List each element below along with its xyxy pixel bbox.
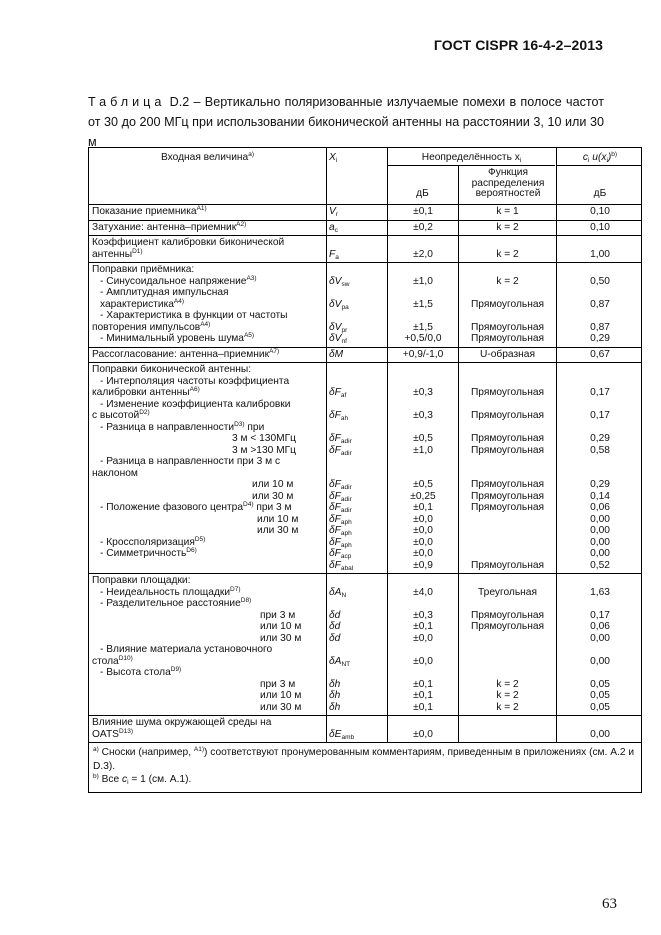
uncertainty-cell: ±0,3 (413, 410, 433, 421)
symbol-cell: $a_c$ (329, 221, 338, 234)
value-cell: 0,00 (590, 525, 610, 536)
symbol-cell: $\delta F_{aph}$ (329, 536, 352, 549)
value-cell: 1,63 (590, 586, 610, 598)
footnote-a: $^{a)}$ Сноски (например, $^{A1)}$) соответствуют пронумерованным комментариям, приведенным в приложениях (см. A.2 и D.3). (93, 746, 635, 772)
input-quantity-cell: калибровки антенны$^{A6)}$ (92, 386, 200, 398)
input-quantity-cell: - Положение фазового центра$^{D4)}$ при 3 м (100, 501, 292, 513)
uncertainty-cell: ±0,3 (413, 387, 433, 398)
distribution-cell: Прямоугольная (470, 298, 545, 310)
header-xi: $X_i$ (329, 152, 338, 164)
input-quantity-cell: - Кроссполяризация$^{D5)}$ (100, 535, 206, 548)
input-quantity-cell: - Разница в направленности$^{D3)}$ при (100, 420, 265, 433)
input-quantity-cell: - Неидеальность площадки$^{D7)}$ (100, 585, 241, 598)
distribution-cell: Прямоугольная (470, 490, 545, 502)
input-quantity-cell: наклоном (92, 467, 138, 479)
distribution-cell: Прямоугольная (470, 433, 545, 444)
input-quantity-cell: 3 м < 130МГц (232, 433, 296, 444)
distribution-cell: Прямоугольная (470, 387, 545, 398)
table-section (88, 348, 642, 364)
uncertainty-cell: ±1,5 (413, 321, 433, 333)
uncertainty-cell: ±0,0 (413, 632, 433, 644)
distribution-cell: Прямоугольная (470, 559, 545, 571)
table-section (88, 363, 642, 574)
value-cell: 0,10 (590, 206, 610, 217)
caption-label: Таблица (88, 95, 166, 109)
distribution-cell: Прямоугольная (470, 410, 545, 421)
table-row (89, 667, 641, 679)
page-number: 63 (602, 896, 617, 912)
table-row (89, 468, 641, 480)
table-body (88, 205, 642, 743)
uncertainty-cell: ±0,1 (413, 678, 433, 690)
distribution-cell: k = 2 (496, 275, 519, 287)
table-row (89, 445, 641, 457)
value-cell: 0,29 (590, 479, 610, 490)
value-cell: 0,00 (590, 536, 610, 548)
table-row (89, 456, 641, 468)
value-cell: 0,00 (590, 513, 610, 525)
value-cell: 0,05 (590, 701, 610, 713)
value-cell: 0,50 (590, 275, 610, 287)
input-quantity-cell: или 30 м (260, 632, 302, 644)
table-row (89, 422, 641, 434)
value-cell: 0,00 (590, 655, 610, 667)
uncertainty-cell: +0,9/-1,0 (402, 348, 444, 360)
table-row (89, 679, 641, 691)
value-cell: 0,52 (590, 559, 610, 571)
table-row (89, 433, 641, 445)
input-quantity-cell: или 30 м (260, 701, 302, 713)
header-uncertainty: Неопределённость $x_i$ (421, 152, 522, 164)
input-quantity-cell: Поправки площадки: (92, 575, 191, 586)
input-quantity-cell: или 10 м (257, 513, 299, 525)
symbol-cell: $\delta F_{aph}$ (329, 525, 352, 537)
value-cell: 0,29 (590, 433, 610, 444)
input-quantity-cell: Поправки биконической антенны: (92, 364, 252, 375)
uncertainty-cell: ±4,0 (413, 586, 433, 598)
table-row (89, 276, 641, 288)
table-row (89, 399, 641, 411)
symbol-cell: $\delta F_{adir}$ (329, 479, 352, 491)
table-row (89, 387, 641, 399)
value-cell: 1,00 (590, 248, 610, 260)
document-header: ГОСТ CISPR 16-4-2–2013 (433, 37, 603, 53)
uncertainty-table (88, 147, 642, 793)
footnote-b: $^{b)}$ Все $c_i = 1$ (см. A.1). (93, 773, 192, 786)
value-cell: 0,67 (590, 348, 610, 360)
symbol-cell: $\delta F_{af}$ (329, 387, 347, 399)
uncertainty-cell: ±0,0 (413, 536, 433, 548)
input-quantity-cell: Рассогласование: антенна–приемник$^{A7)}$ (92, 347, 280, 360)
table-row (89, 222, 641, 234)
uncertainty-cell: ±0,1 (413, 701, 433, 713)
uncertainty-cell: ±0,0 (413, 513, 433, 525)
table-row (89, 349, 641, 361)
input-quantity-cell: при 3 м (260, 609, 296, 621)
table-row (89, 729, 641, 741)
table-section (88, 716, 642, 743)
value-cell: 0,06 (590, 502, 610, 513)
distribution-cell: Прямоугольная (470, 502, 545, 513)
value-cell: 0,14 (590, 490, 610, 502)
input-quantity-cell: с высотой$^{D2)}$ (92, 409, 150, 421)
table-row (89, 287, 641, 299)
value-cell: 0,87 (590, 321, 610, 333)
distribution-cell: k = 2 (496, 221, 519, 233)
input-quantity-cell: $OATS^{D13)}$ (92, 727, 134, 740)
table-row (89, 598, 641, 610)
symbol-cell: $\delta F_{adir}$ (329, 444, 352, 457)
distribution-cell: Прямоугольная (470, 609, 545, 621)
table-row (89, 537, 641, 549)
input-quantity-cell: Влияние шума окружающей среды на (92, 717, 272, 728)
distribution-cell: Прямоугольная (470, 333, 545, 344)
input-quantity-cell: при 3 м (260, 678, 296, 690)
table-row (89, 610, 641, 622)
distribution-cell: U-образная (480, 348, 535, 360)
uncertainty-cell: ±0,3 (413, 609, 433, 621)
uncertainty-cell: ±0,0 (413, 525, 433, 536)
symbol-cell: δd (329, 609, 341, 621)
distribution-cell: Треугольная (478, 586, 537, 598)
input-quantity-cell: - Характеристика в функции от частоты (100, 310, 288, 321)
table-row (89, 587, 641, 599)
table-caption (88, 92, 604, 152)
input-quantity-cell: или 30 м (252, 490, 294, 502)
value-cell: 0,00 (590, 632, 610, 644)
uncertainty-cell: +0,5/0,0 (404, 333, 442, 344)
uncertainty-cell: ±1,0 (413, 444, 433, 456)
symbol-cell: δM (329, 348, 344, 360)
input-quantity-cell: - Влияние материала установочного (100, 644, 273, 655)
table-row (89, 560, 641, 572)
uncertainty-cell: ±1,5 (413, 298, 433, 310)
input-quantity-cell: или 10 м (252, 479, 294, 490)
value-cell: 0,17 (590, 609, 610, 621)
uncertainty-cell: ±0,5 (413, 433, 433, 444)
input-quantity-cell: характеристика$^{A4)}$ (100, 297, 185, 310)
header-distribution: Функция распределения вероятностей (471, 167, 545, 199)
input-quantity-cell: - Разница в направленности при 3 м с (100, 456, 281, 467)
symbol-cell: $\delta F_{acp}$ (329, 548, 352, 560)
table-section (88, 263, 642, 348)
header-db-1: дБ (416, 188, 429, 199)
table-section (88, 221, 642, 237)
table-row (89, 491, 641, 503)
value-cell: 0,06 (590, 621, 610, 632)
table-row (89, 548, 641, 560)
table-row (89, 249, 641, 261)
symbol-cell: δd (329, 632, 341, 644)
symbol-cell: δd (329, 621, 341, 632)
table-header (88, 147, 642, 205)
value-cell: 0,00 (590, 548, 610, 559)
table-row (89, 690, 641, 702)
uncertainty-cell: ±0,1 (413, 621, 433, 632)
input-quantity-cell: - Интерполяция частоты коэффициента (100, 375, 290, 387)
table-row (89, 644, 641, 656)
uncertainty-cell: ±0,1 (413, 690, 433, 701)
table-footnotes (88, 743, 642, 793)
table-row (89, 575, 641, 587)
input-quantity-cell: 3 м >130 МГц (232, 444, 296, 456)
input-quantity-cell: или 10 м (260, 621, 302, 632)
symbol-cell: $V_r$ (329, 206, 338, 218)
table-row (89, 206, 641, 218)
value-cell: 0,17 (590, 387, 610, 398)
distribution-cell: k = 1 (496, 206, 519, 217)
input-quantity-cell: Затухание: антенна–приемник$^{A2)}$ (92, 220, 247, 233)
distribution-cell: Прямоугольная (470, 479, 545, 490)
uncertainty-cell: ±0,1 (413, 206, 433, 217)
value-cell: 0,29 (590, 333, 610, 344)
distribution-cell: Прямоугольная (470, 444, 545, 456)
value-cell: 0,58 (590, 444, 610, 456)
input-quantity-cell: - Симметричность$^{D6)}$ (100, 547, 197, 559)
uncertainty-cell: ±2,0 (413, 248, 433, 260)
input-quantity-cell: - Амплитудная импульсная (100, 287, 229, 298)
uncertainty-cell: ±0,1 (413, 502, 433, 513)
distribution-cell: Прямоугольная (470, 621, 545, 632)
uncertainty-cell: ±0,0 (413, 655, 433, 667)
table-row (89, 702, 641, 714)
value-cell: 0,05 (590, 690, 610, 701)
header-input: Входная величина$^{a)}$ (160, 151, 254, 163)
header-db-2: дБ (593, 188, 607, 199)
input-quantity-cell: повторения импульсов$^{A4)}$ (92, 320, 211, 333)
distribution-cell: Прямоугольная (470, 321, 545, 333)
symbol-cell: $\delta F_{adir}$ (329, 490, 352, 503)
input-quantity-cell: антенны$^{D1)}$ (92, 247, 143, 260)
symbol-cell: $\delta V_{sw}$ (329, 275, 350, 288)
symbol-cell: δh (329, 690, 341, 701)
value-cell: 0,87 (590, 298, 610, 310)
table-row (89, 525, 641, 537)
uncertainty-cell: ±1,0 (413, 275, 433, 287)
input-quantity-cell: - Синусоидальное напряжение$^{A3)}$ (100, 274, 257, 287)
caption-number: D.2 (169, 95, 190, 109)
uncertainty-cell: ±0,0 (413, 548, 433, 559)
uncertainty-cell: ±0,25 (410, 490, 436, 502)
value-cell: 0,05 (590, 678, 610, 690)
symbol-cell: $F_a$ (329, 248, 339, 261)
symbol-cell: $\delta E_{amb}$ (329, 728, 355, 741)
table-row (89, 310, 641, 322)
uncertainty-cell: ±0,0 (413, 728, 433, 740)
table-row (89, 410, 641, 422)
uncertainty-cell: ±0,5 (413, 479, 433, 490)
table-row (89, 479, 641, 491)
table-row (89, 299, 641, 311)
symbol-cell: $\delta A_{NT}$ (329, 655, 351, 668)
distribution-cell: k = 2 (496, 678, 519, 690)
distribution-cell: k = 2 (496, 701, 519, 713)
table-row (89, 514, 641, 526)
value-cell: 0,00 (590, 728, 610, 740)
uncertainty-cell: ±0,9 (413, 559, 433, 571)
input-quantity-cell: Коэффициент калибровки биконической (92, 237, 285, 248)
symbol-cell: δh (329, 701, 341, 713)
table-row (89, 322, 641, 334)
symbol-cell: $\delta F_{aph}$ (329, 513, 352, 526)
table-section (88, 236, 642, 263)
table-row (89, 621, 641, 633)
symbol-cell: $\delta V_{nf}$ (329, 333, 347, 345)
table-section (88, 205, 642, 221)
distribution-cell: k = 2 (496, 690, 519, 701)
symbol-cell: $\delta F_{abal}$ (329, 559, 354, 572)
table-section (88, 574, 642, 716)
symbol-cell: $\delta F_{adir}$ (329, 433, 352, 445)
uncertainty-cell: ±0,2 (413, 221, 433, 233)
table-row (89, 717, 641, 729)
input-quantity-cell: или 30 м (257, 525, 299, 536)
header-ci-u: $c_i$ $u(x_i)^{b)}$ (582, 151, 618, 164)
input-quantity-cell: Показание приемника$^{A1)}$ (92, 205, 207, 217)
table-row (89, 364, 641, 376)
input-quantity-cell: или 10 м (260, 690, 302, 701)
distribution-cell: k = 2 (496, 248, 519, 260)
symbol-cell: δh (329, 678, 341, 690)
table-row (89, 502, 641, 514)
input-quantity-cell: Поправки приёмника: (92, 264, 195, 275)
symbol-cell: $\delta V_{pr}$ (329, 321, 348, 334)
symbol-cell: $\delta F_{ah}$ (329, 410, 349, 422)
table-row (89, 237, 641, 249)
value-cell: 0,10 (590, 221, 610, 233)
input-quantity-cell: - Разделительное расстояние$^{D8)}$ (100, 597, 252, 609)
table-row (89, 333, 641, 345)
symbol-cell: $\delta F_{adir}$ (329, 502, 352, 514)
value-cell: 0,17 (590, 410, 610, 421)
table-row (89, 633, 641, 645)
input-quantity-cell: - Изменение коэффициента калибровки (100, 398, 291, 410)
input-quantity-cell: - Минимальный уровень шума$^{A5)}$ (100, 332, 255, 344)
table-row (89, 376, 641, 388)
caption-text: – Вертикально поляризованные излучаемые помехи в полосе частот от 30 до 200 МГц при использовании биконической антенны на расстоянии 3, 10 или 30 м (88, 95, 605, 149)
input-quantity-cell: стола$^{D10)}$ (92, 654, 133, 667)
symbol-cell: $\delta A_N$ (329, 586, 347, 599)
table-row (89, 264, 641, 276)
input-quantity-cell: - Высота стола$^{D9)}$ (100, 666, 182, 678)
symbol-cell: $\delta V_{pa}$ (329, 298, 349, 311)
